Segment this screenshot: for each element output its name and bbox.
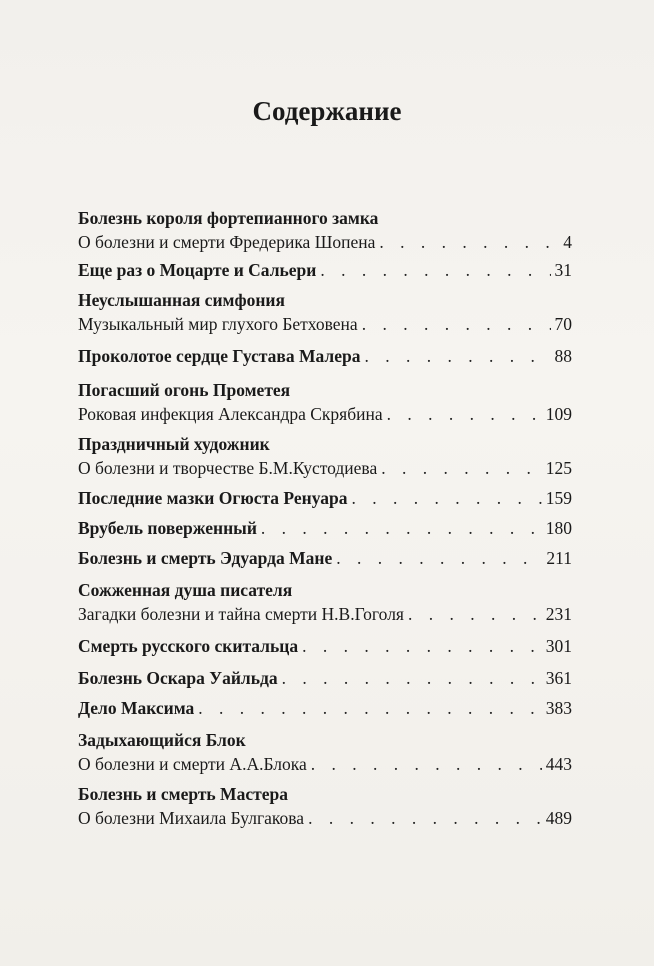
dot-leader bbox=[311, 752, 542, 776]
toc-entry-line bbox=[78, 402, 572, 426]
toc-entry-heading: Праздничный художник bbox=[78, 434, 270, 454]
toc-entry[interactable] bbox=[78, 578, 572, 626]
toc-page-number: 125 bbox=[545, 458, 572, 478]
dot-leader bbox=[320, 258, 550, 282]
toc-entry-line bbox=[78, 666, 572, 690]
toc-entry-text: О болезни и смерти А.А.Блока bbox=[78, 754, 307, 774]
toc-entry[interactable] bbox=[78, 288, 572, 336]
toc-entry-text: Болезнь и смерть Эдуарда Мане bbox=[78, 548, 333, 568]
toc-entry-text: Загадки болезни и тайна смерти Н.В.Гоголя bbox=[78, 604, 404, 624]
toc-entry-line bbox=[78, 546, 572, 570]
toc-entry-heading: Сожженная душа писателя bbox=[78, 580, 293, 600]
toc-entry-text: О болезни Михаила Булгакова bbox=[78, 808, 305, 828]
toc-entry-line bbox=[78, 258, 572, 282]
toc-entry-line bbox=[78, 312, 572, 336]
toc-entry-text: Еще раз о Моцарте и Сальери bbox=[78, 260, 317, 280]
toc-entry[interactable] bbox=[78, 516, 572, 540]
dot-leader bbox=[408, 602, 542, 626]
toc-entry-heading: Задыхающийся Блок bbox=[78, 730, 246, 750]
toc-entry[interactable] bbox=[78, 782, 572, 830]
toc-entry-text: О болезни и творчестве Б.М.Кустодиева bbox=[78, 458, 378, 478]
toc-entry-line bbox=[78, 230, 572, 254]
dot-leader bbox=[282, 666, 542, 690]
toc-entry[interactable] bbox=[78, 486, 572, 510]
dot-leader bbox=[302, 634, 542, 658]
toc-entry-text: Врубель поверженный bbox=[78, 518, 257, 538]
toc-page-number: 383 bbox=[545, 698, 572, 718]
toc-entry-line bbox=[78, 486, 572, 510]
toc-page-number: 180 bbox=[545, 518, 572, 538]
toc-entry-text: Роковая инфекция Александра Скрябина bbox=[78, 404, 383, 424]
toc-page-number: 159 bbox=[545, 488, 572, 508]
toc-entry-text: Последние мазки Огюста Ренуара bbox=[78, 488, 348, 508]
toc-entry[interactable] bbox=[78, 258, 572, 282]
toc-entry[interactable] bbox=[78, 728, 572, 776]
toc-page-number: 31 bbox=[554, 260, 572, 280]
toc-entry-line bbox=[78, 752, 572, 776]
toc-entry[interactable] bbox=[78, 546, 572, 570]
toc-page-number: 443 bbox=[545, 754, 572, 774]
toc-entry-line bbox=[78, 602, 572, 626]
toc-page-number: 301 bbox=[545, 636, 572, 656]
toc-entry-line bbox=[78, 634, 572, 658]
toc-entry[interactable] bbox=[78, 666, 572, 690]
dot-leader bbox=[261, 516, 542, 540]
dot-leader bbox=[336, 546, 542, 570]
toc-entry-line bbox=[78, 516, 572, 540]
dot-leader bbox=[387, 402, 542, 426]
dot-leader bbox=[198, 696, 541, 720]
dot-leader bbox=[308, 806, 542, 830]
toc-entry[interactable] bbox=[78, 344, 572, 368]
toc-entry-heading: Болезнь короля фортепианного замка bbox=[78, 208, 379, 228]
toc-entry[interactable] bbox=[78, 696, 572, 720]
toc-entry-text: О болезни и смерти Фредерика Шопена bbox=[78, 232, 376, 252]
toc-page-number: 109 bbox=[545, 404, 572, 424]
toc-page-number: 211 bbox=[546, 548, 572, 568]
toc-entry[interactable] bbox=[78, 378, 572, 426]
toc-entry-heading: Неуслышанная симфония bbox=[78, 290, 285, 310]
toc-entry-line bbox=[78, 344, 572, 368]
toc-entry[interactable] bbox=[78, 206, 572, 254]
toc-entry-heading: Болезнь и смерть Мастера bbox=[78, 784, 288, 804]
page-title: Содержание bbox=[252, 96, 402, 126]
toc-entry-text: Смерть русского скитальца bbox=[78, 636, 299, 656]
toc-page-number: 231 bbox=[545, 604, 572, 624]
toc-entry[interactable] bbox=[78, 634, 572, 658]
toc-entry-text: Проколотое сердце Густава Малера bbox=[78, 346, 361, 366]
toc-entry-line bbox=[78, 456, 572, 480]
dot-leader bbox=[351, 486, 541, 510]
toc-entry-text: Болезнь Оскара Уайльда bbox=[78, 668, 278, 688]
toc-entry-heading: Погасший огонь Прометея bbox=[78, 380, 291, 400]
toc-page-number: 489 bbox=[545, 808, 572, 828]
dot-leader bbox=[379, 230, 559, 254]
dot-leader bbox=[381, 456, 542, 480]
toc-page-number: 88 bbox=[554, 346, 572, 366]
table-of-contents bbox=[78, 200, 572, 830]
toc-entry-text: Дело Максима bbox=[78, 698, 195, 718]
toc-entry-line bbox=[78, 696, 572, 720]
toc-entry[interactable] bbox=[78, 432, 572, 480]
toc-page-number: 70 bbox=[554, 314, 572, 334]
toc-page-number: 4 bbox=[563, 232, 572, 252]
dot-leader bbox=[362, 312, 551, 336]
toc-entry-line bbox=[78, 806, 572, 830]
dot-leader bbox=[364, 344, 550, 368]
toc-entry-text: Музыкальный мир глухого Бетховена bbox=[78, 314, 358, 334]
toc-page-number: 361 bbox=[545, 668, 572, 688]
